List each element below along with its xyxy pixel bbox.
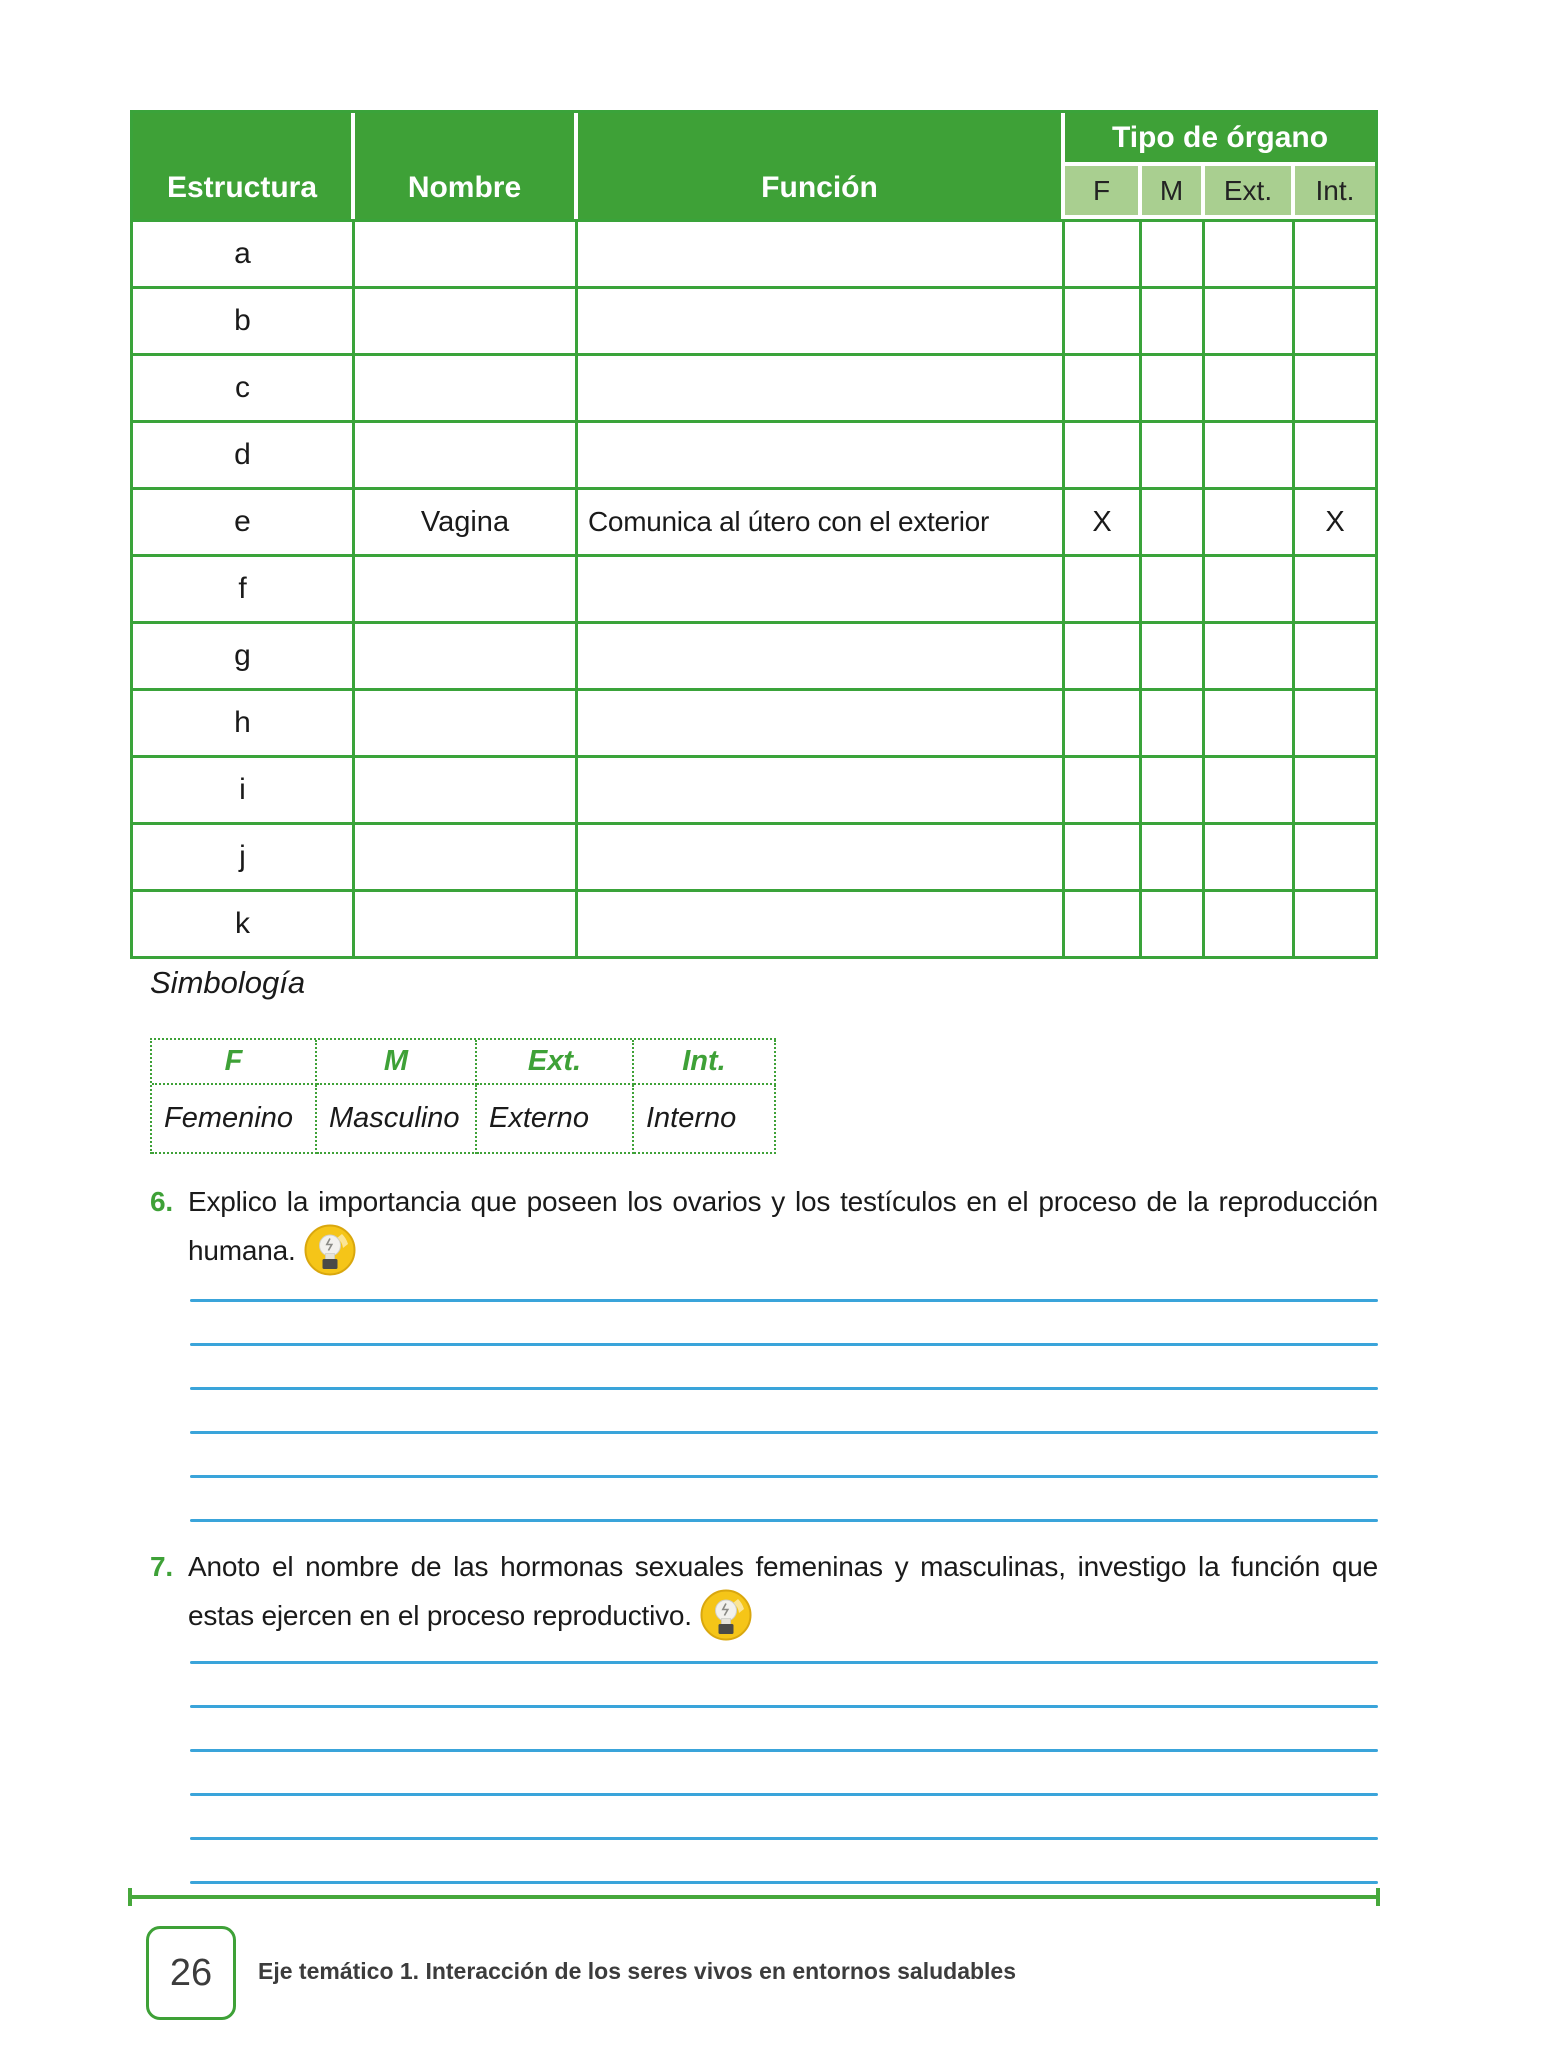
cell-k-letter: k	[133, 889, 355, 956]
lightbulb-icon	[700, 1589, 752, 1654]
cell-d-nombre	[355, 420, 578, 487]
column-header-estructura: Estructura	[133, 113, 355, 219]
cell-c-m	[1142, 353, 1205, 420]
cell-f-ext	[1205, 554, 1295, 621]
cell-g-ext	[1205, 621, 1295, 688]
subheader-int: Int.	[1295, 166, 1375, 219]
cell-f-f	[1065, 554, 1142, 621]
question-6-number: 6.	[150, 1186, 173, 1217]
cell-d-f	[1065, 420, 1142, 487]
question-6-text: Explico la importancia que poseen los ovarios y los testículos en el proceso de la reproducción humana.	[188, 1186, 1378, 1266]
answer-line	[190, 1475, 1378, 1478]
cell-e-ext	[1205, 487, 1295, 554]
cell-a-letter: a	[133, 219, 355, 286]
answer-line	[190, 1749, 1378, 1752]
cell-k-ext	[1205, 889, 1295, 956]
answer-lines-question-7	[190, 1661, 1378, 1925]
cell-j-int	[1295, 822, 1375, 889]
cell-c-letter: c	[133, 353, 355, 420]
page-number-box	[146, 1926, 236, 2020]
cell-j-letter: j	[133, 822, 355, 889]
cell-k-m	[1142, 889, 1205, 956]
cell-a-nombre	[355, 219, 578, 286]
legend-abbr-int: Int.	[634, 1040, 776, 1085]
symbology-title: Simbología	[150, 965, 306, 1000]
cell-i-ext	[1205, 755, 1295, 822]
answer-line	[190, 1661, 1378, 1664]
answer-lines-question-6	[190, 1299, 1378, 1563]
cell-c-int	[1295, 353, 1375, 420]
legend-label-masculino: Masculino	[317, 1085, 477, 1154]
cell-b-f	[1065, 286, 1142, 353]
cell-g-m	[1142, 621, 1205, 688]
cell-c-funcion	[578, 353, 1065, 420]
cell-d-letter: d	[133, 420, 355, 487]
question-6	[150, 1180, 1378, 1289]
cell-i-f	[1065, 755, 1142, 822]
cell-j-ext	[1205, 822, 1295, 889]
answer-line	[190, 1705, 1378, 1708]
cell-g-int	[1295, 621, 1375, 688]
organ-structure-table	[130, 110, 1378, 959]
rule-tick-right	[1376, 1888, 1380, 1906]
cell-d-int	[1295, 420, 1375, 487]
footer-caption: Eje temático 1. Interacción de los seres vivos en entornos saludables	[258, 1958, 1017, 1984]
cell-h-funcion	[578, 688, 1065, 755]
answer-line	[190, 1837, 1378, 1840]
cell-e-int: X	[1295, 487, 1375, 554]
answer-line	[190, 1431, 1378, 1434]
legend-label-femenino: Femenino	[152, 1085, 317, 1154]
cell-i-letter: i	[133, 755, 355, 822]
cell-d-funcion	[578, 420, 1065, 487]
cell-i-funcion	[578, 755, 1065, 822]
cell-h-letter: h	[133, 688, 355, 755]
answer-line	[190, 1343, 1378, 1346]
cell-e-f: X	[1065, 487, 1142, 554]
cell-b-letter: b	[133, 286, 355, 353]
cell-b-m	[1142, 286, 1205, 353]
question-6-text-wrap	[150, 1180, 1378, 1289]
cell-h-f	[1065, 688, 1142, 755]
column-header-nombre: Nombre	[355, 113, 578, 219]
cell-k-funcion	[578, 889, 1065, 956]
lightbulb-icon	[304, 1224, 356, 1289]
subheader-ext: Ext.	[1205, 166, 1295, 219]
cell-h-int	[1295, 688, 1375, 755]
answer-line	[190, 1519, 1378, 1522]
section-end-rule	[128, 1895, 1380, 1899]
symbology-legend-table	[150, 1038, 776, 1154]
question-7	[150, 1545, 1378, 1654]
cell-k-f	[1065, 889, 1142, 956]
legend-abbr-ext: Ext.	[477, 1040, 634, 1085]
cell-a-int	[1295, 219, 1375, 286]
legend-abbr-f: F	[152, 1040, 317, 1085]
legend-label-interno: Interno	[634, 1085, 776, 1154]
answer-line	[190, 1299, 1378, 1302]
subheader-m: M	[1142, 166, 1205, 219]
cell-f-int	[1295, 554, 1375, 621]
cell-f-funcion	[578, 554, 1065, 621]
cell-i-int	[1295, 755, 1375, 822]
cell-i-m	[1142, 755, 1205, 822]
cell-j-m	[1142, 822, 1205, 889]
legend-label-externo: Externo	[477, 1085, 634, 1154]
question-7-number: 7.	[150, 1551, 173, 1582]
cell-c-nombre	[355, 353, 578, 420]
cell-f-letter: f	[133, 554, 355, 621]
cell-c-f	[1065, 353, 1142, 420]
cell-g-letter: g	[133, 621, 355, 688]
cell-g-nombre	[355, 621, 578, 688]
rule-tick-left	[128, 1888, 132, 1906]
cell-d-ext	[1205, 420, 1295, 487]
question-7-text: Anoto el nombre de las hormonas sexuales femeninas y masculinas, investigo la función que estas ejercen en el proceso reproductivo.	[188, 1551, 1378, 1631]
cell-e-nombre: Vagina	[355, 487, 578, 554]
cell-k-nombre	[355, 889, 578, 956]
cell-e-funcion: Comunica al útero con el exterior	[578, 487, 1065, 554]
cell-j-f	[1065, 822, 1142, 889]
cell-a-funcion	[578, 219, 1065, 286]
question-7-text-wrap	[150, 1545, 1378, 1654]
answer-line	[190, 1387, 1378, 1390]
cell-h-nombre	[355, 688, 578, 755]
cell-h-ext	[1205, 688, 1295, 755]
cell-b-funcion	[578, 286, 1065, 353]
cell-g-funcion	[578, 621, 1065, 688]
answer-line	[190, 1881, 1378, 1884]
cell-a-m	[1142, 219, 1205, 286]
cell-b-int	[1295, 286, 1375, 353]
cell-a-f	[1065, 219, 1142, 286]
legend-abbr-m: M	[317, 1040, 477, 1085]
cell-e-m	[1142, 487, 1205, 554]
cell-e-letter: e	[133, 487, 355, 554]
cell-h-m	[1142, 688, 1205, 755]
cell-j-nombre	[355, 822, 578, 889]
cell-k-int	[1295, 889, 1375, 956]
cell-f-nombre	[355, 554, 578, 621]
page-number: 26	[169, 1951, 213, 1994]
cell-g-f	[1065, 621, 1142, 688]
subheader-f: F	[1065, 166, 1142, 219]
cell-c-ext	[1205, 353, 1295, 420]
cell-a-ext	[1205, 219, 1295, 286]
cell-i-nombre	[355, 755, 578, 822]
answer-line	[190, 1793, 1378, 1796]
cell-b-ext	[1205, 286, 1295, 353]
column-group-header-tipo-de-organo: Tipo de órgano	[1065, 113, 1375, 166]
column-header-funcion: Función	[578, 113, 1065, 219]
cell-f-m	[1142, 554, 1205, 621]
cell-b-nombre	[355, 286, 578, 353]
cell-d-m	[1142, 420, 1205, 487]
cell-j-funcion	[578, 822, 1065, 889]
